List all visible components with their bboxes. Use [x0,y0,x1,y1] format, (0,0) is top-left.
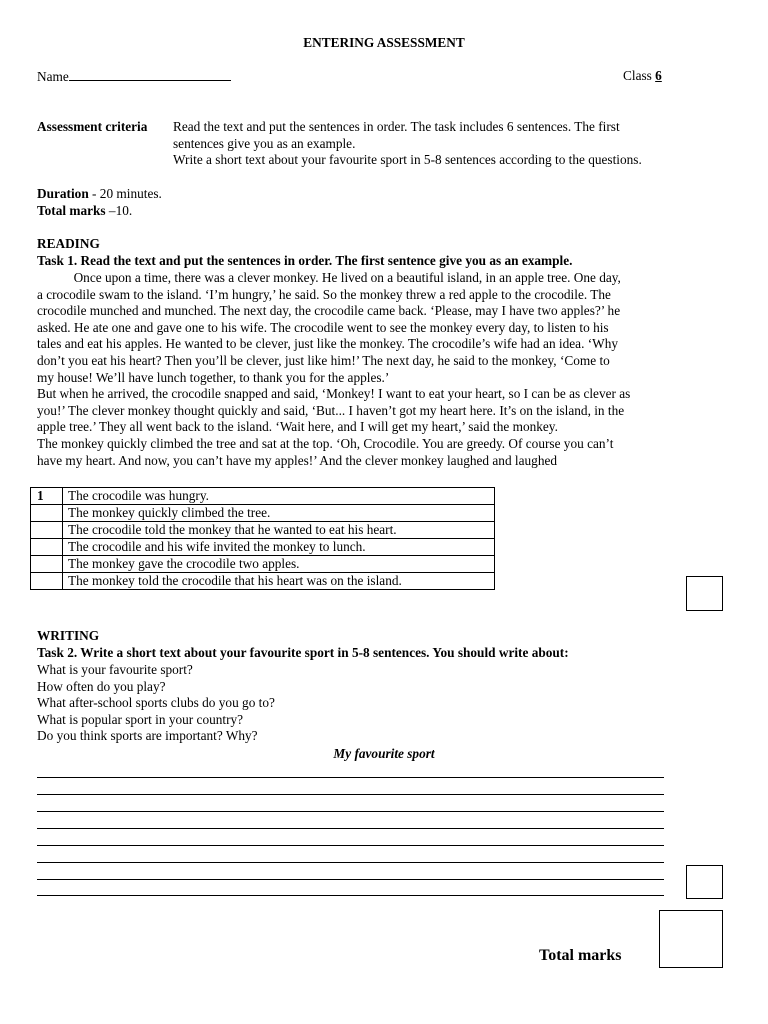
total-value: –10. [105,203,133,218]
sentence-cell: The crocodile was hungry. [63,488,495,505]
criteria-text [173,119,733,169]
name-label: Name [37,69,69,84]
order-number-cell[interactable]: 1 [31,488,63,505]
story-line: have my heart. And now, you can’t have my apples!’ And the clever monkey laughed and laughed [37,452,558,468]
duration-value: - 20 minutes. [88,186,162,201]
story-line: The monkey quickly climbed the tree and sat at the top. ‘Oh, Crocodile. You are greedy. Of course you can’t [37,435,614,451]
question-item: What is your favourite sport? [37,662,193,677]
table-row [31,505,495,522]
story-line: crocodile munched and munched. The next day, the crocodile came back. ‘Please, may I have two apples?’ he [37,303,621,319]
duration-label: Duration [37,186,89,201]
criteria-label: Assessment criteria [37,119,148,134]
sentence-cell: The crocodile and his wife invited the monkey to lunch. [63,539,495,556]
story-line: Once upon a time, there was a clever monkey. He lived on a beautiful island, in an apple tree. One day, [37,270,621,285]
class-label: Class [623,68,652,83]
table-row [31,556,495,573]
table-row [31,522,495,539]
writing-line[interactable] [37,777,664,778]
writing-line[interactable] [37,895,664,896]
table-row [31,488,495,505]
reading-heading: READING [37,236,100,251]
sentence-order-table [30,487,495,590]
page-title: ENTERING ASSESSMENT [303,35,465,50]
story-line: don’t you eat his heart? Then you’ll be clever, just like him!’ The next day, he said to the monkey, ‘Come to [37,352,610,368]
table-row [31,539,495,556]
order-number-cell[interactable] [31,573,63,590]
order-number-cell[interactable] [31,539,63,556]
story-line: you!’ The clever monkey thought quickly and said, ‘But... I haven’t got my heart here. It’s on the island, in the [37,402,625,418]
criteria-line: Write a short text about your favourite sport in 5-8 sentences according to the questions. [173,152,642,168]
sentence-cell: The monkey gave the crocodile two apples. [63,556,495,573]
table-row [31,573,495,590]
task1-instruction: Task 1. Read the text and put the sentences in order. The first sentence give you as an example. [37,253,573,268]
story-line: my house! We’ll have lunch together, to thank you for the apples.’ [37,369,390,385]
class-value: 6 [655,68,662,83]
class-field [623,68,662,85]
writing-questions [37,662,275,745]
criteria-line: Read the text and put the sentences in order. The task includes 6 sentences. The first [173,119,620,134]
story-line: apple tree.’ They all went back to the island. ‘Wait here, and I will get my heart,’ said the monkey. [37,419,558,435]
total-score-box[interactable] [659,910,723,968]
question-item: Do you think sports are important? Why? [37,728,258,744]
name-field[interactable] [37,68,231,86]
writing-line[interactable] [37,862,664,863]
question-item: How often do you play? [37,678,166,694]
story-line: asked. He ate one and gave one to his wife. The crocodile went to see the monkey every day, to listen to his [37,319,609,335]
question-item: What after-school sports clubs do you go to? [37,695,275,711]
sentence-cell: The monkey quickly climbed the tree. [63,505,495,522]
essay-title: My favourite sport [333,746,435,761]
story-line: tales and eat his apples. He wanted to be clever, just like the monkey. The crocodile’s wife had an idea. ‘Why [37,336,619,352]
total-marks-label: Total marks [539,947,622,964]
story-line: But when he arrived, the crocodile snapped and said, ‘Monkey! I want to eat your heart, so I can be as clever as [37,386,631,402]
criteria-line: sentences give you as an example. [173,135,356,151]
total-label: Total marks [37,203,106,218]
sentence-cell: The crocodile told the monkey that he wanted to eat his heart. [63,522,495,539]
duration [37,186,162,203]
writing-heading: WRITING [37,628,100,643]
total-marks-line [37,203,132,220]
order-number-cell[interactable] [31,556,63,573]
writing-line[interactable] [37,811,664,812]
sentence-cell: The monkey told the crocodile that his heart was on the island. [63,573,495,590]
writing-line[interactable] [37,828,664,829]
order-number-cell[interactable] [31,522,63,539]
story-line: a crocodile swam to the island. ‘I’m hungry,’ he said. So the monkey threw a red apple to the crocodile. The [37,286,611,302]
writing-line[interactable] [37,794,664,795]
task2-score-box[interactable] [686,865,723,899]
question-item: What is popular sport in your country? [37,711,244,727]
order-number-cell[interactable] [31,505,63,522]
story-text [37,270,737,469]
task2-instruction: Task 2. Write a short text about your favourite sport in 5-8 sentences. You should write about: [37,645,569,660]
name-blank-line[interactable] [69,68,231,81]
writing-line[interactable] [37,845,664,846]
writing-line[interactable] [37,879,664,880]
task1-score-box[interactable] [686,576,723,611]
